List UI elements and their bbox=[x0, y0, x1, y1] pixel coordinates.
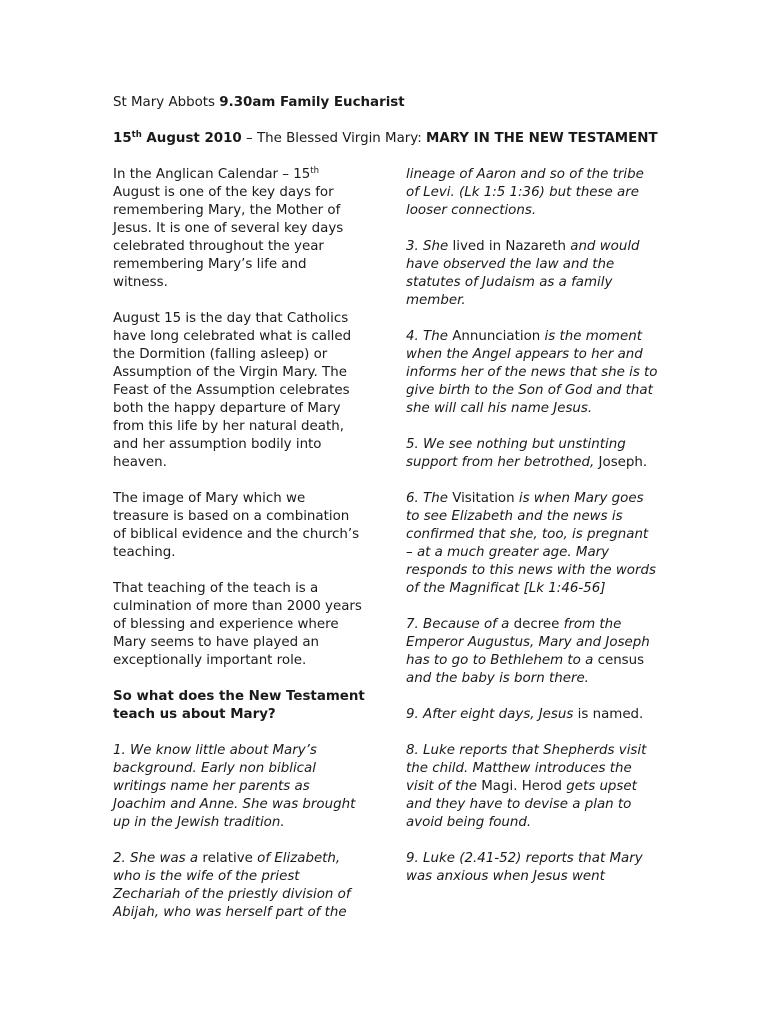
date-suffix: th bbox=[131, 130, 142, 140]
intro-text-a: In the Anglican Calendar – 15 bbox=[113, 167, 311, 182]
list-item-7 bbox=[406, 616, 658, 688]
right-column bbox=[406, 166, 658, 904]
list-item-4 bbox=[406, 328, 658, 418]
item9a-text-a: 9. After eight days, Jesus bbox=[406, 707, 578, 722]
service-header bbox=[113, 94, 405, 112]
item4-keyword: Annunciation bbox=[452, 329, 541, 344]
item3-text-c: and would have observed the law and the statutes of Judaism as a family member. bbox=[406, 239, 640, 308]
service-name: 9.30am Family Eucharist bbox=[219, 95, 405, 110]
item8-text-a: 8. Luke reports that Shepherds visit the child. Matthew introduces the visit of the bbox=[406, 743, 647, 794]
paragraph-intro bbox=[113, 166, 365, 292]
item5-keyword: Joseph. bbox=[598, 455, 648, 470]
section-heading: So what does the New Testament teach us about Mary? bbox=[113, 689, 365, 722]
date bbox=[113, 131, 242, 146]
item6-text-c: is when Mary goes to see Elizabeth and the news is confirmed that she, too, is pregnant – at a much greater age. Mary responds to this news with the words of the Magnificat [Lk 1:46-56] bbox=[406, 491, 656, 596]
date-day: 15 bbox=[113, 131, 132, 146]
item7-keyword-a: decree bbox=[513, 617, 560, 632]
item4-text-a: 4. The bbox=[406, 329, 453, 344]
intro-text-b: August is one of the key days for remembering Mary, the Mother of Jesus. It is one of several key days celebrated throughout the year remembering Mary’s life and witness. bbox=[113, 185, 344, 290]
list-item-8 bbox=[406, 742, 658, 832]
item3-text-a: 3. She bbox=[406, 239, 453, 254]
item7-text-c: from the Emperor Augustus, Mary and Joseph has to go to Bethlehem to a bbox=[406, 617, 650, 668]
title-line bbox=[113, 130, 658, 148]
item7-text-e: and the baby is born there. bbox=[406, 671, 589, 686]
date-rest: August 2010 bbox=[141, 131, 242, 146]
paragraph-image: The image of Mary which we treasure is based on a combination of biblical evidence and the church’s teaching. bbox=[113, 491, 360, 560]
list-item-9a bbox=[406, 706, 658, 724]
theme-title: MARY IN THE NEW TESTAMENT bbox=[426, 131, 658, 146]
item6-keyword: Visitation bbox=[452, 491, 515, 506]
list-item-5 bbox=[406, 436, 658, 472]
item3-keyword: lived in Nazareth bbox=[452, 239, 566, 254]
paragraph-teaching: That teaching of the teach is a culmination of more than 2000 years of blessing and experience where Mary seems to have played an exceptionally important role. bbox=[113, 581, 362, 668]
intro-suffix: th bbox=[310, 166, 320, 176]
item2-keyword: relative bbox=[202, 851, 253, 866]
church-name: St Mary Abbots bbox=[113, 95, 220, 110]
list-item-1: 1. We know little about Mary’s background. Early non biblical writings name her parents as Joachim and Anne. She was brought up in the Jewish tradition. bbox=[113, 743, 356, 830]
list-item-3 bbox=[406, 238, 658, 310]
item7-text-a: 7. Because of a bbox=[406, 617, 514, 632]
item5-text-a: 5. We see nothing but unstinting support from her betrothed, bbox=[406, 437, 626, 470]
item9a-keyword: is named. bbox=[577, 707, 644, 722]
item7-keyword-b: census bbox=[597, 653, 645, 668]
feast-name: – The Blessed Virgin Mary: bbox=[241, 131, 427, 146]
item8-keyword: Magi. Herod bbox=[481, 779, 562, 794]
list-item-9b: 9. Luke (2.41-52) reports that Mary was anxious when Jesus went bbox=[406, 851, 643, 884]
item8-text-c: gets upset and they have to devise a plan to avoid being found. bbox=[406, 779, 637, 830]
paragraph-assumption: August 15 is the day that Catholics have long celebrated what is called the Dormition (falling asleep) or Assumption of the Virgin Mary. The Feast of the Assumption celebrates both the happy departure of Mary from this life by her natural death, and her assumption bodily into heaven. bbox=[113, 311, 352, 470]
list-item-6 bbox=[406, 490, 658, 598]
list-item-2 bbox=[113, 850, 365, 922]
item2-text-a: 2. She was a bbox=[113, 851, 203, 866]
left-column bbox=[113, 166, 365, 940]
list-item-2-continued: lineage of Aaron and so of the tribe of Levi. (Lk 1:5 1:36) but these are looser connections. bbox=[406, 167, 644, 218]
item2-text-c: of Elizabeth, who is the wife of the priest Zechariah of the priestly division of Abijah, who was herself part of the bbox=[113, 851, 351, 920]
item6-text-a: 6. The bbox=[406, 491, 453, 506]
item4-text-c: is the moment when the Angel appears to her and informs her of the news that she is to give birth to the Son of God and that she will call his name Jesus. bbox=[406, 329, 658, 416]
